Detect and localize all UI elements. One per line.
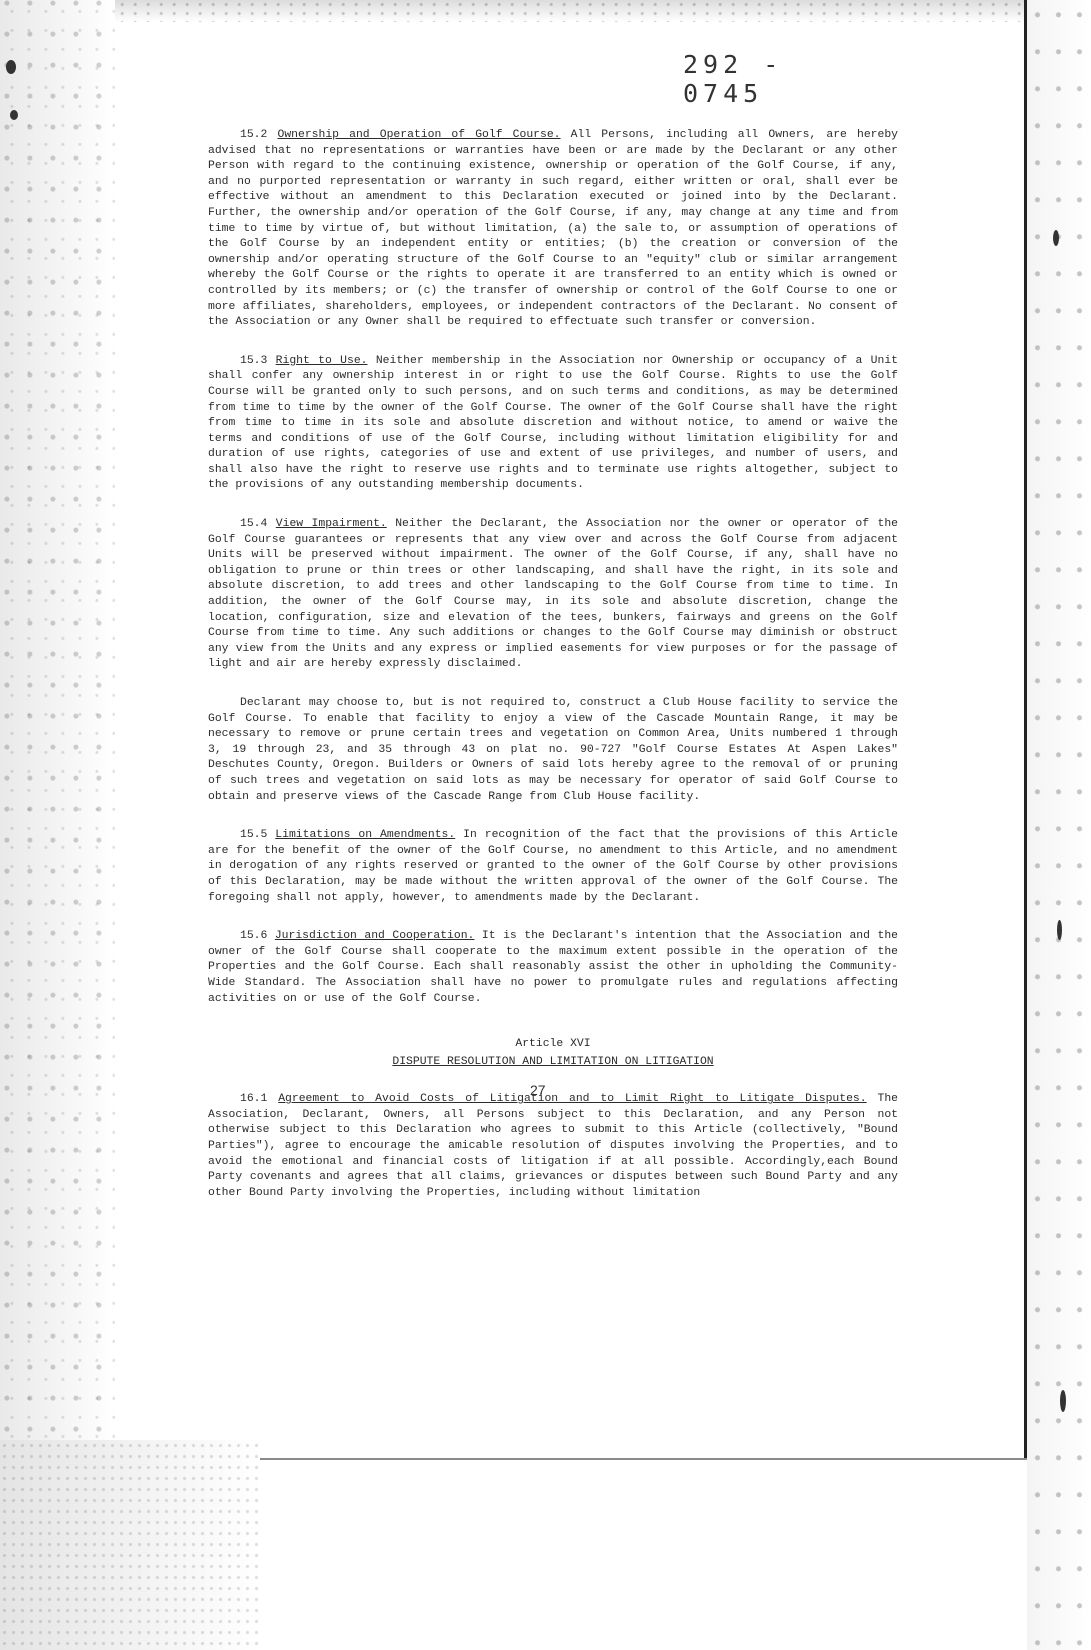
- section-number: 16.1: [240, 1093, 268, 1106]
- scan-speck: [1060, 1390, 1066, 1412]
- section-number: 15.3: [240, 354, 268, 367]
- section-15-6: [208, 929, 898, 1007]
- page-border-right: [1024, 0, 1027, 1460]
- scan-edge-right: [1027, 0, 1091, 1650]
- section-heading: View Impairment.: [275, 518, 387, 531]
- document-body: [208, 128, 898, 1224]
- scan-edge-bottom-left: [0, 1440, 260, 1650]
- section-number: 15.5: [240, 829, 268, 842]
- scan-edge-top: [0, 0, 1091, 22]
- section-text: All Persons, including all Owners, are hereby advised that no representations or warranties have been or are made by the Declarant or any other Person with regard to the continuing existence, ownership or operation of the Golf Course, if any, and no purported representation or warranty in such regard, either written or oral, shall ever be effective without an amendment to this Declaration executed or joined into by the Declarant. Further, the ownership and/or operation of the Golf Course, if any, may change at any time and from time to time by virtue of, but without limitation, (a) the sale to, or assumption of operations of the Golf Course by an independent entity or entities; (b) the creation or conversion of the ownership and/or operating structure of the Golf Course to an "equity" club or similar arrangement whereby the Golf Course or the rights to operate it are transferred to an entity which is owned or controlled by its members; or (c) the transfer of ownership or control of the Golf Course to one or more affiliates, shareholders, employees, or independent contractors of the Declarant. No consent of the Association or any Owner shall be required to effectuate such transfer or conversion.: [208, 129, 899, 329]
- section-text: It is the Declarant's intention that the Association and the owner of the Golf Course shall cooperate to the maximum extent possible in the operation of the Properties and the Golf Course. Each shall reasonably assist the other in upholding the Community-Wide Standard. The Association shall have no power to promulgate rules and regulations affecting activities on or use of the Golf Course.: [208, 930, 898, 1005]
- section-text: Neither the Declarant, the Association nor the owner or operator of the Golf Course guarantees or represents that any view over and across the Golf Course from adjacent Units will be preserved without impairment. The owner of the Golf Course, if any, shall have no obligation to prune or thin trees or other landscaping, and shall have the right, in its sole and absolute discretion, to add trees and other landscaping to the Golf Course from time to time. In addition, the owner of the Golf Course may, in its sole and absolute discretion, change the location, configuration, size and elevation of the tees, bunkers, fairways and greens on the Golf Course from time to time. Any such additions or changes to the Golf Course may diminish or obstruct any view from the Units and any express or implied easements for view purposes or for the passage of light and air are hereby expressly disclaimed.: [208, 518, 899, 671]
- section-heading: Agreement to Avoid Costs of Litigation and to Limit Right to Litigate Disputes.: [278, 1093, 867, 1106]
- section-15-4: [208, 517, 898, 673]
- article-subtitle: DISPUTE RESOLUTION AND LIMITATION ON LITIGATION: [392, 1055, 714, 1068]
- clubhouse-paragraph: [208, 696, 898, 805]
- section-text: In recognition of the fact that the provisions of this Article are for the benefit of the owner of the Golf Course, no amendment to this Article, and no amendment in derogation of any rights reserved or granted to the owner of the Golf Course by other provisions of this Declaration, may be made without the written approval of the owner of the Golf Course. The foregoing shall not apply, however, to amendments made by the Declarant.: [208, 829, 898, 904]
- section-heading: Ownership and Operation of Golf Course.: [277, 129, 561, 141]
- section-number: 15.2: [240, 129, 268, 141]
- section-16-1: [208, 1092, 898, 1201]
- section-text: The Association, Declarant, Owners, all Persons subject to this Declaration, and any Person not otherwise subject to this Declaration who agrees to submit to this Article (collectively, "Bound Parties"), agree to encourage the amicable resolution of disputes involving the Properties, and to avoid the emotional and financial costs of litigation if at all possible. Accordingly,each Bound Party covenants and agrees that all claims, grievances or disputes between such Bound Party and any other Bound Party involving the Properties, including without limitation: [208, 1093, 898, 1199]
- section-15-5: [208, 828, 898, 906]
- paragraph-text: Declarant may choose to, but is not required to, construct a Club House facility to service the Golf Course. To enable that facility to enjoy a view of the Cascade Mountain Range, it may be necessary to remove or prune certain trees and vegetation on Common Area, Units numbered 1 through 3, 19 through 23, and 35 through 43 on plat no. 90-727 "Golf Course Estates At Aspen Lakes" Deschutes County, Oregon. Builders or Owners of said lots hereby agree to the removal of or pruning of such trees and vegetation on said lots as may be necessary for operator of said Golf Course to obtain and preserve views of the Cascade Range from Club House facility.: [208, 697, 898, 803]
- scan-speck: [6, 60, 16, 74]
- page-number: 27: [530, 1082, 546, 1098]
- section-15-3: [208, 354, 898, 494]
- scan-speck: [1053, 230, 1059, 246]
- document-number: 292 - 0745: [683, 50, 784, 108]
- section-number: 15.6: [240, 930, 268, 943]
- section-15-2: [208, 128, 898, 331]
- section-heading: Limitations on Amendments.: [275, 829, 456, 842]
- scan-speck: [10, 110, 18, 120]
- scan-edge-left: [0, 0, 115, 1650]
- section-text: Neither membership in the Association nor Ownership or occupancy of a Unit shall confer any ownership interest in or right to use the Golf Course. Rights to use the Golf Course will be granted only to such persons, and on such terms and conditions, as may be determined from time to time by the owner of the Golf Course. The owner of the Golf Course shall have the right from time to time in its sole and absolute discretion and without notice, to amend or waive the terms and conditions of use of the Golf Course, including without limitation eligibility for and duration of use rights, categories of use and extent of use privileges, and number of users, and shall also have the right to reserve use rights and to terminate use rights altogether, subject to the provisions of any outstanding membership documents.: [208, 354, 898, 492]
- section-heading: Jurisdiction and Cooperation.: [274, 930, 475, 943]
- section-heading: Right to Use.: [275, 354, 368, 367]
- scan-speck: [1057, 920, 1062, 940]
- article-title: Article XVI: [515, 1038, 591, 1051]
- section-number: 15.4: [240, 518, 268, 531]
